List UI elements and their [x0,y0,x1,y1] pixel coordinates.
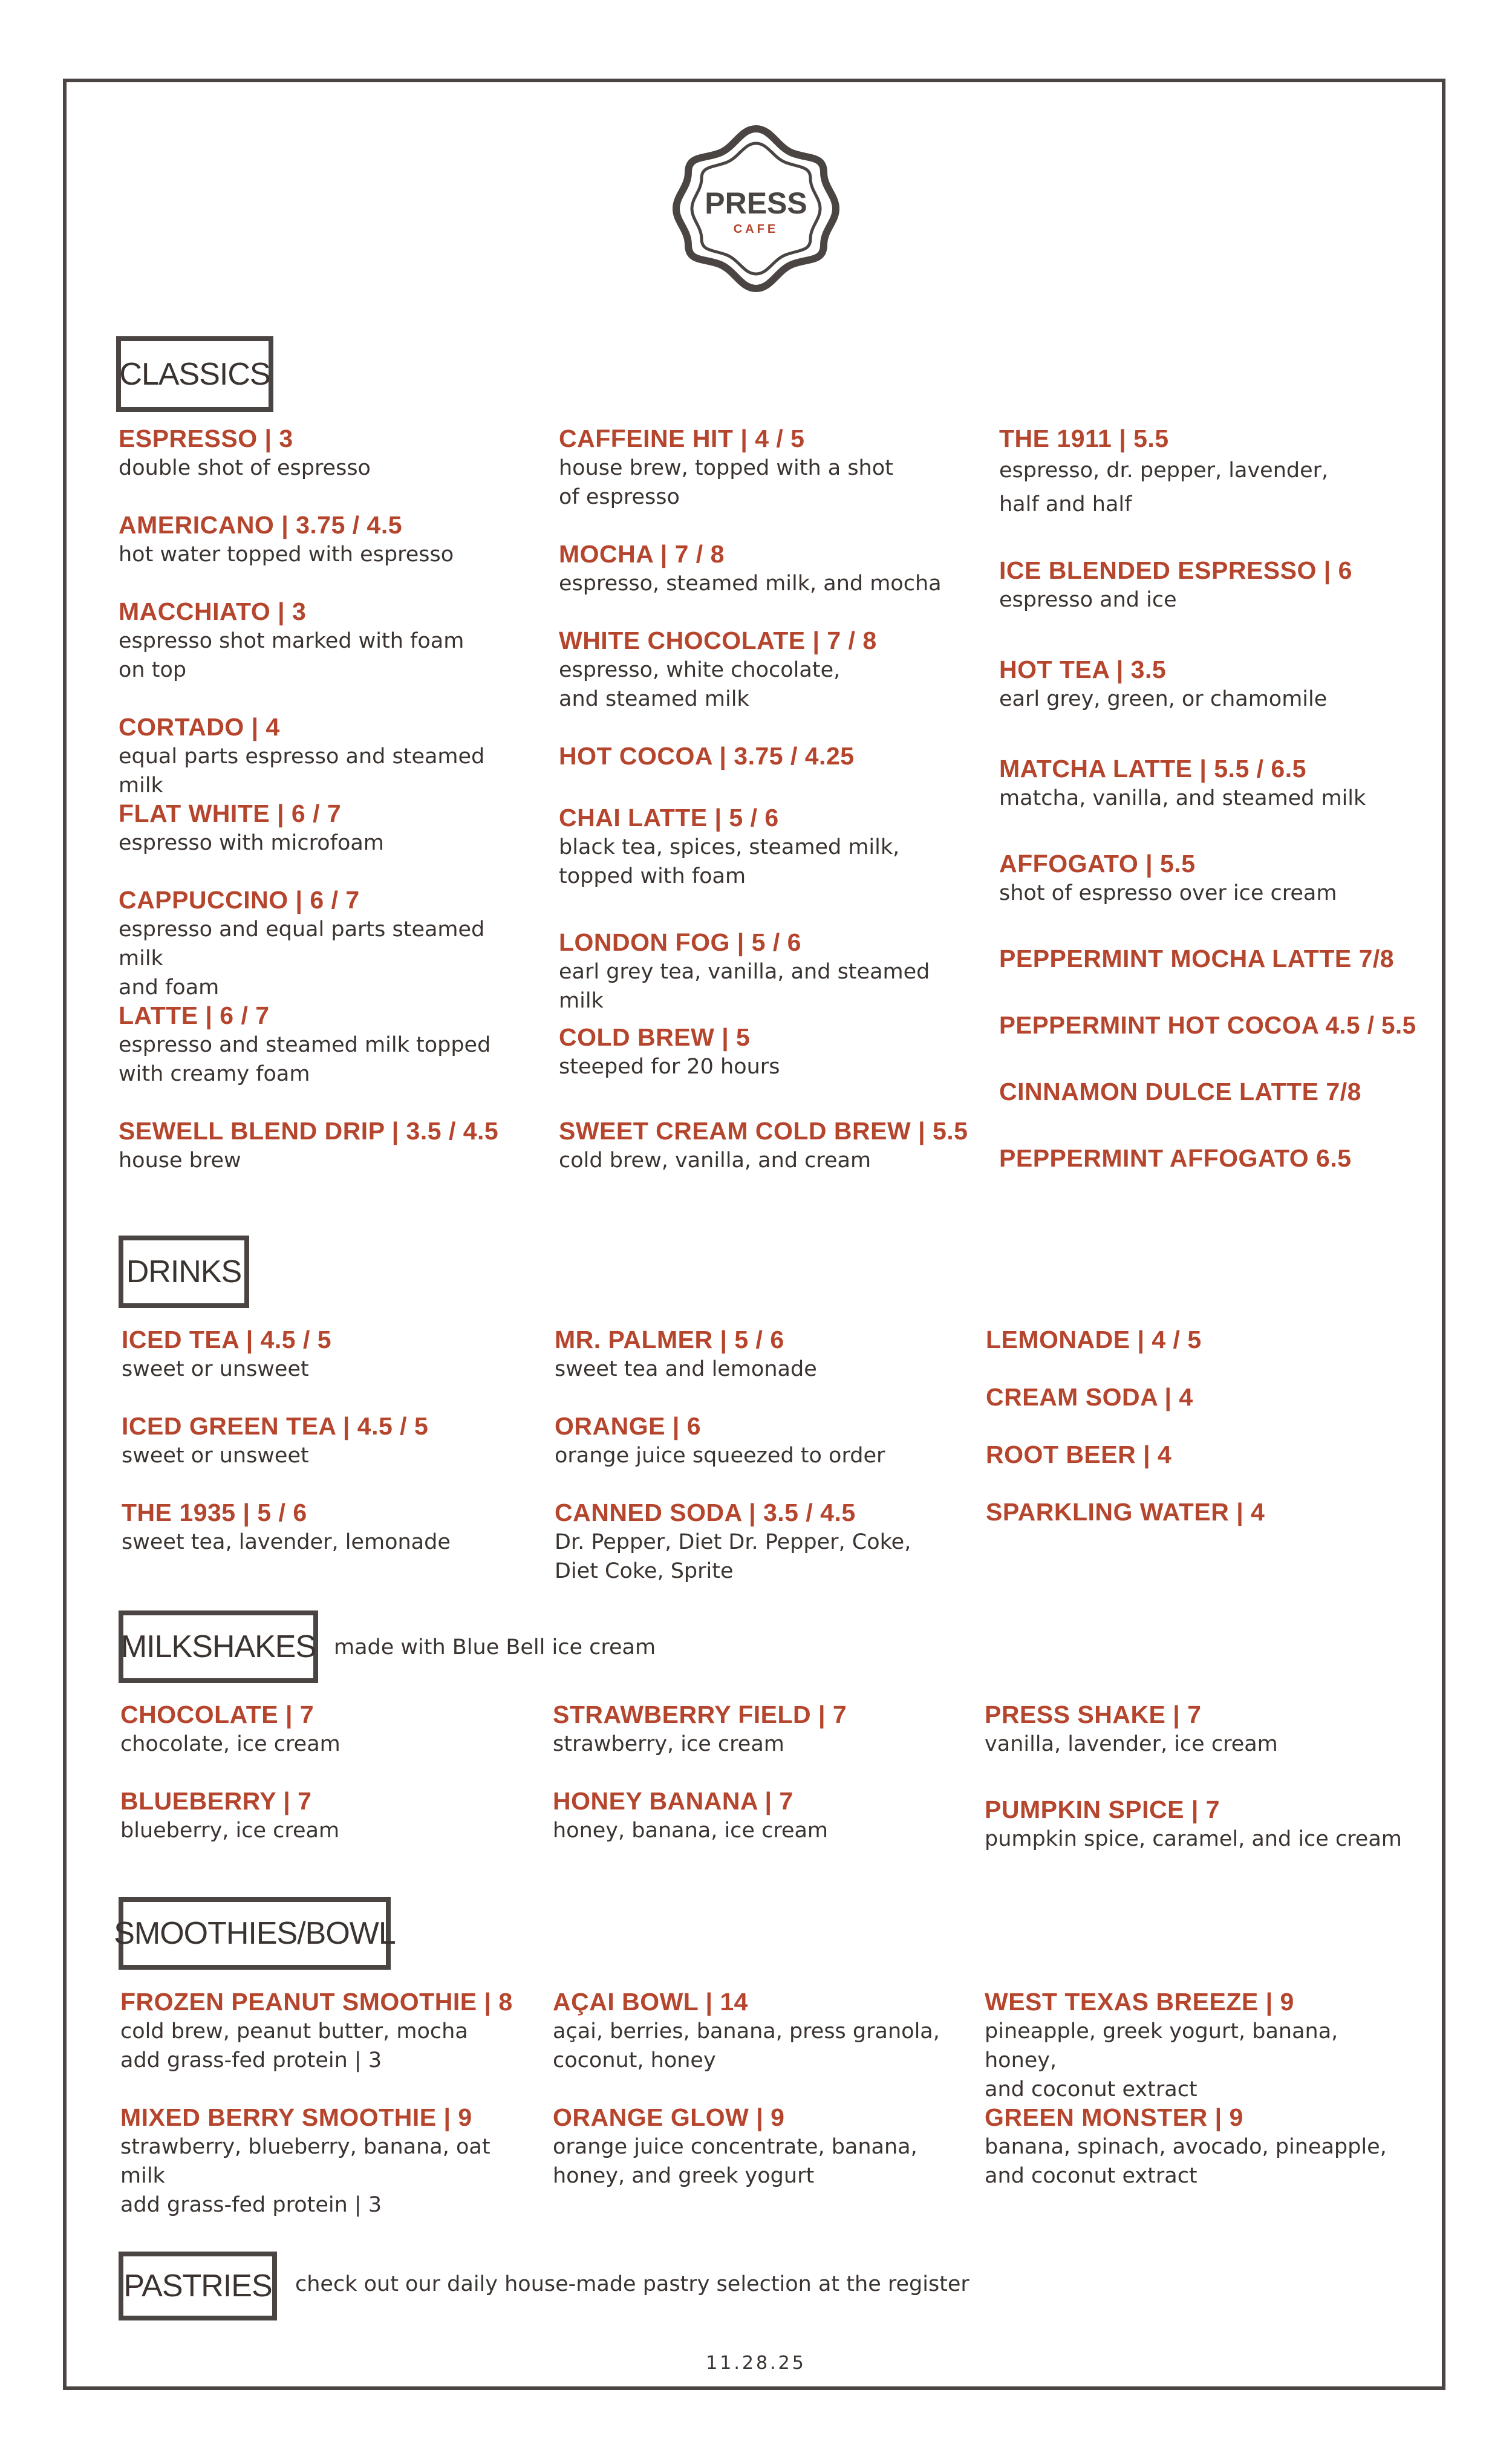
menu-item [122,1324,331,1384]
item-name: WEST TEXAS BREEZE | 9 [985,1988,1294,2016]
item-name: ICE BLENDED ESPRESSO | 6 [999,556,1352,584]
menu-item [999,423,1328,521]
item-name: COLD BREW | 5 [559,1023,751,1051]
item-name: HOT COCOA | 3.75 / 4.25 [559,742,855,770]
logo-sub: CAFE [733,223,779,236]
menu-item [986,1497,1265,1527]
item-desc: pineapple, greek yogurt, banana, honey, and coconut extract [985,2019,1338,2102]
menu-item [986,1439,1171,1470]
menu-item [999,1143,1352,1173]
menu-item [553,1987,940,2075]
item-name: STRAWBERRY FIELD | 7 [553,1701,847,1728]
menu-item [119,1116,498,1175]
item-name: PRESS SHAKE | 7 [985,1701,1202,1728]
press-cafe-logo [665,118,847,299]
item-name: CAFFEINE HIT | 4 / 5 [559,425,805,452]
menu-item [999,1076,1361,1107]
item-name: ESPRESSO | 3 [119,425,293,452]
item-name: ICED TEA | 4.5 / 5 [122,1326,332,1353]
item-desc: hot water topped with espresso [119,542,454,567]
item-desc: strawberry, ice cream [553,1732,784,1756]
item-desc: strawberry, blueberry, banana, oat milk add grass-fed protein | 3 [120,2135,490,2217]
menu-item [985,1699,1278,1759]
menu-item [119,712,536,800]
menu-item [553,1786,828,1845]
menu-item [122,1497,451,1557]
item-name: AFFOGATO | 5.5 [999,850,1196,878]
menu-item [999,1010,1424,1040]
item-name: MOCHA | 7 / 8 [559,540,725,568]
item-name: ORANGE | 6 [555,1412,702,1440]
menu-item [559,803,899,891]
item-name: PEPPERMINT HOT COCOA 4.5 / 5.5 [999,1011,1416,1039]
menu-item [119,885,536,1002]
menu-item [119,423,371,483]
menu-item [119,1000,490,1089]
menu-item [120,1987,513,2075]
menu-item [559,1116,968,1175]
item-desc: orange juice squeezed to order [555,1444,885,1468]
menu-item [559,741,855,771]
item-desc: orange juice concentrate, banana, honey, and greek yogurt [553,2135,917,2188]
section-smoothies: SMOOTHIES/BOWL [119,1897,391,1970]
item-name: AMERICANO | 3.75 / 4.5 [119,511,403,539]
item-desc: espresso and steamed milk topped with creamy foam [119,1033,491,1086]
item-name: CORTADO | 4 [119,713,280,741]
menu-item [122,1411,428,1470]
item-desc: honey, banana, ice cream [553,1819,829,1843]
item-name: CAPPUCCINO | 6 / 7 [119,886,360,914]
logo-brand: PRESS [705,186,807,220]
menu-item [999,555,1352,614]
item-name: SEWELL BLEND DRIP | 3.5 / 4.5 [119,1117,499,1145]
menu-item [119,596,464,685]
item-desc: espresso and equal parts steamed milk and foam [119,917,485,1000]
item-desc: sweet or unsweet [122,1357,309,1381]
menu-item [555,1497,911,1586]
item-name: MIXED BERRY SMOOTHIE | 9 [120,2103,472,2131]
item-name: ICED GREEN TEA | 4.5 / 5 [122,1412,429,1440]
menu-item [553,2102,917,2190]
item-name: LONDON FOG | 5 / 6 [559,928,801,956]
item-name: MATCHA LATTE | 5.5 / 6.5 [999,755,1306,783]
item-desc: matcha, vanilla, and steamed milk [999,786,1366,810]
menu-item [999,654,1327,714]
item-name: THE 1911 | 5.5 [999,425,1169,452]
item-desc: espresso and ice [999,588,1177,612]
item-desc: sweet or unsweet [122,1444,309,1468]
item-name: SPARKLING WATER | 4 [986,1498,1265,1526]
pastries-note: check out our daily house-made pastry selection at the register [295,2272,969,2296]
menu-item [986,1324,1202,1355]
menu-item [999,943,1394,974]
item-desc: house brew, topped with a shot of espresso [559,456,893,509]
item-desc: earl grey tea, vanilla, and steamed milk [559,960,930,1013]
item-desc: shot of espresso over ice cream [999,881,1337,905]
item-desc: espresso, white chocolate, and steamed milk [559,658,841,711]
item-name: SWEET CREAM COLD BREW | 5.5 [559,1117,968,1145]
item-desc: sweet tea, lavender, lemonade [122,1530,451,1554]
item-desc: chocolate, ice cream [120,1732,341,1756]
item-name: CANNED SODA | 3.5 / 4.5 [555,1499,856,1526]
item-name: CHAI LATTE | 5 / 6 [559,804,779,832]
item-desc: sweet tea and lemonade [555,1357,817,1381]
item-desc: earl grey, green, or chamomile [999,687,1328,711]
item-desc: blueberry, ice cream [120,1819,340,1843]
item-desc: equal parts espresso and steamed milk [119,744,485,798]
item-name: ROOT BEER | 4 [986,1441,1172,1468]
milkshakes-note: made with Blue Bell ice cream [334,1635,656,1659]
item-name: CREAM SODA | 4 [986,1383,1193,1411]
menu-item [119,510,454,569]
item-name: HONEY BANANA | 7 [553,1787,793,1815]
item-name: CINNAMON DULCE LATTE 7/8 [999,1078,1361,1106]
section-milkshakes: MILKSHAKES [119,1610,318,1683]
item-desc: black tea, spices, steamed milk, topped with foam [559,835,900,888]
item-name: FLAT WHITE | 6 / 7 [119,799,342,827]
item-desc: vanilla, lavender, ice cream [985,1732,1278,1756]
item-desc: espresso, steamed milk, and mocha [559,572,942,596]
menu-item [120,2102,538,2219]
item-desc: steeped for 20 hours [559,1055,780,1079]
menu-item [555,1411,885,1470]
item-desc: espresso with microfoam [119,831,384,855]
menu-item [985,1987,1402,2104]
item-name: MACCHIATO | 3 [119,598,307,625]
item-desc: cold brew, vanilla, and cream [559,1148,872,1173]
item-desc: cold brew, peanut butter, mocha add grass-fed protein | 3 [120,2019,468,2073]
menu-item [999,848,1337,908]
menu-item [120,1699,341,1759]
item-name: BLUEBERRY | 7 [120,1787,312,1815]
menu-item [555,1324,817,1384]
section-drinks: DRINKS [119,1236,249,1308]
menu-item [559,1022,780,1081]
item-name: MR. PALMER | 5 / 6 [555,1326,784,1353]
section-pastries: PASTRIES [119,2252,277,2320]
item-name: LEMONADE | 4 / 5 [986,1326,1202,1353]
item-desc: Dr. Pepper, Diet Dr. Pepper, Coke, Diet Coke, Sprite [555,1530,911,1583]
item-name: PEPPERMINT MOCHA LATTE 7/8 [999,945,1395,972]
item-desc: banana, spinach, avocado, pineapple, and coconut extract [985,2135,1387,2188]
menu-item [553,1699,847,1759]
menu-item [559,625,877,714]
item-name: LATTE | 6 / 7 [119,1001,270,1029]
item-desc: pumpkin spice, caramel, and ice cream [985,1827,1402,1851]
menu-date: 11.28.25 [706,2353,806,2374]
menu-item [985,2102,1387,2190]
menu-item [559,539,942,598]
item-name: ORANGE GLOW | 9 [553,2103,785,2131]
item-name: CHOCOLATE | 7 [120,1701,314,1728]
item-desc: açai, berries, banana, press granola, coconut, honey [553,2019,940,2073]
item-name: GREEN MONSTER | 9 [985,2103,1243,2131]
item-name: PUMPKIN SPICE | 7 [985,1796,1220,1823]
item-desc: espresso shot marked with foam on top [119,629,464,682]
item-name: HOT TEA | 3.5 [999,656,1167,683]
item-desc: espresso, dr. pepper, lavender, half and half [999,458,1329,516]
menu-item [986,1382,1193,1412]
item-desc: house brew [119,1148,241,1173]
item-name: PEPPERMINT AFFOGATO 6.5 [999,1144,1352,1172]
item-name: THE 1935 | 5 / 6 [122,1499,307,1526]
menu-item [120,1786,339,1845]
menu-item [985,1794,1402,1854]
menu-item [559,927,976,1015]
menu-item [999,754,1366,813]
item-name: WHITE CHOCOLATE | 7 / 8 [559,627,877,654]
menu-item [119,798,384,858]
item-desc: double shot of espresso [119,456,371,480]
item-name: FROZEN PEANUT SMOOTHIE | 8 [120,1988,513,2016]
section-classics: CLASSICS [116,336,273,412]
menu-item [559,423,893,512]
item-name: AÇAI BOWL | 14 [553,1988,748,2016]
